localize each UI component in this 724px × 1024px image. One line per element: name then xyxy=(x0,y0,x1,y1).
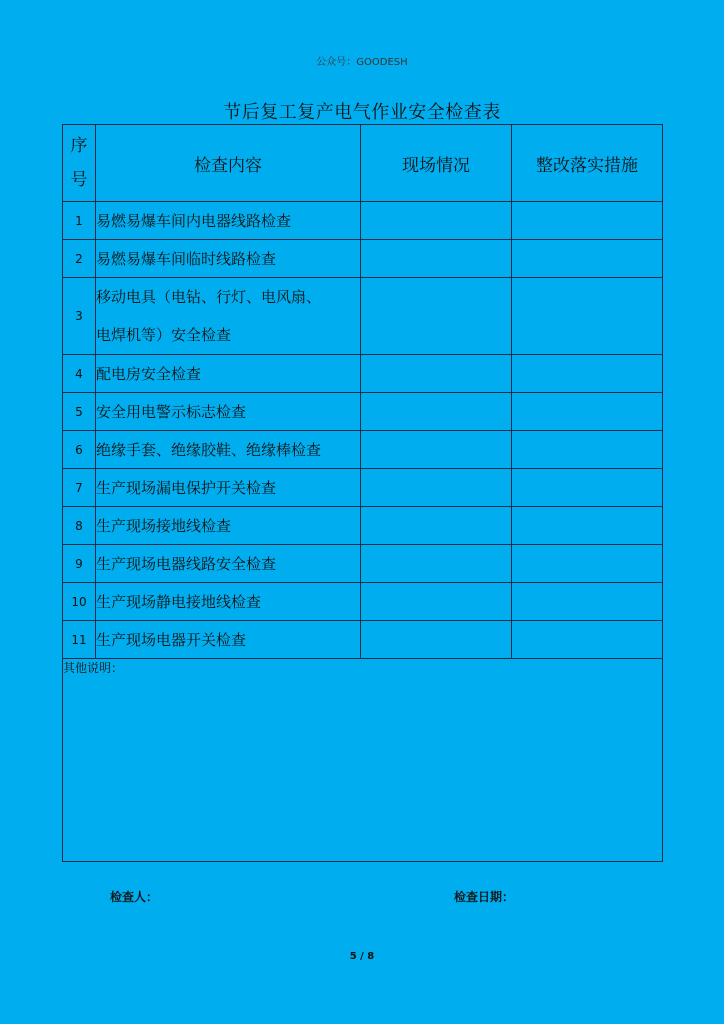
row-site-cell[interactable] xyxy=(361,202,512,240)
header-no xyxy=(63,125,96,202)
table-row xyxy=(63,583,663,621)
row-fix-cell[interactable] xyxy=(512,621,663,659)
row-fix-cell[interactable] xyxy=(512,278,663,355)
page-number: 5 / 8 xyxy=(349,951,375,962)
row-site-cell[interactable] xyxy=(361,583,512,621)
row-no: 11 xyxy=(63,621,96,659)
table-row xyxy=(63,240,663,278)
row-no: 4 xyxy=(63,355,96,393)
row-no: 7 xyxy=(63,469,96,507)
row-no: 2 xyxy=(63,240,96,278)
row-fix-cell[interactable] xyxy=(512,469,663,507)
row-site-cell[interactable] xyxy=(361,507,512,545)
row-fix-cell[interactable] xyxy=(512,507,663,545)
table-row xyxy=(63,202,663,240)
row-no: 5 xyxy=(63,393,96,431)
row-content: 安全用电警示标志检查 xyxy=(96,393,361,431)
row-content: 生产现场漏电保护开关检查 xyxy=(96,469,361,507)
header-no-line2: 号 xyxy=(70,170,88,190)
row-fix-cell[interactable] xyxy=(512,583,663,621)
row-fix-cell[interactable] xyxy=(512,202,663,240)
row-content: 配电房安全检查 xyxy=(96,355,361,393)
row-content-line2: 电焊机等）安全检查 xyxy=(96,326,232,344)
inspection-date-label: 检查日期： xyxy=(454,890,515,904)
row-content: 生产现场静电接地线检查 xyxy=(96,583,361,621)
row-site-cell[interactable] xyxy=(361,278,512,355)
row-content: 生产现场电器线路安全检查 xyxy=(96,545,361,583)
row-no: 9 xyxy=(63,545,96,583)
header-no-line1: 序 xyxy=(70,136,88,156)
table-row xyxy=(63,507,663,545)
table-header-row xyxy=(63,125,663,202)
header-site: 现场情况 xyxy=(361,125,512,202)
notes-row xyxy=(63,659,663,862)
row-site-cell[interactable] xyxy=(361,240,512,278)
row-fix-cell[interactable] xyxy=(512,431,663,469)
row-site-cell[interactable] xyxy=(361,355,512,393)
document-title: 节后复工复产电气作业安全检查表 xyxy=(223,102,501,123)
row-content: 易燃易爆车间临时线路检查 xyxy=(96,240,361,278)
row-fix-cell[interactable] xyxy=(512,393,663,431)
table-row xyxy=(63,469,663,507)
row-site-cell[interactable] xyxy=(361,393,512,431)
row-site-cell[interactable] xyxy=(361,545,512,583)
notes-cell[interactable] xyxy=(63,659,663,862)
row-content: 生产现场接地线检查 xyxy=(96,507,361,545)
row-content: 易燃易爆车间内电器线路检查 xyxy=(96,202,361,240)
table-row xyxy=(63,545,663,583)
row-no: 8 xyxy=(63,507,96,545)
row-content: 绝缘手套、绝缘胶鞋、绝缘棒检查 xyxy=(96,431,361,469)
notes-label: 其他说明： xyxy=(63,661,124,675)
row-content xyxy=(96,278,361,355)
row-no: 1 xyxy=(63,202,96,240)
row-content-line1: 移动电具（电钻、行灯、电风扇、 xyxy=(96,288,322,306)
row-fix-cell[interactable] xyxy=(512,545,663,583)
row-content: 生产现场电器开关检查 xyxy=(96,621,361,659)
checklist-table xyxy=(62,124,663,862)
row-no: 10 xyxy=(63,583,96,621)
row-fix-cell[interactable] xyxy=(512,240,663,278)
row-fix-cell[interactable] xyxy=(512,355,663,393)
header-fix: 整改落实措施 xyxy=(512,125,663,202)
row-site-cell[interactable] xyxy=(361,469,512,507)
table-row xyxy=(63,621,663,659)
row-no: 3 xyxy=(63,278,96,355)
header-content: 检查内容 xyxy=(96,125,361,202)
table-row xyxy=(63,431,663,469)
row-site-cell[interactable] xyxy=(361,431,512,469)
header-note: 公众号：GOODESH xyxy=(316,57,408,68)
table-row xyxy=(63,355,663,393)
table-row xyxy=(63,278,663,355)
row-no: 6 xyxy=(63,431,96,469)
inspector-label: 检查人： xyxy=(110,890,159,904)
row-site-cell[interactable] xyxy=(361,621,512,659)
table-row xyxy=(63,393,663,431)
